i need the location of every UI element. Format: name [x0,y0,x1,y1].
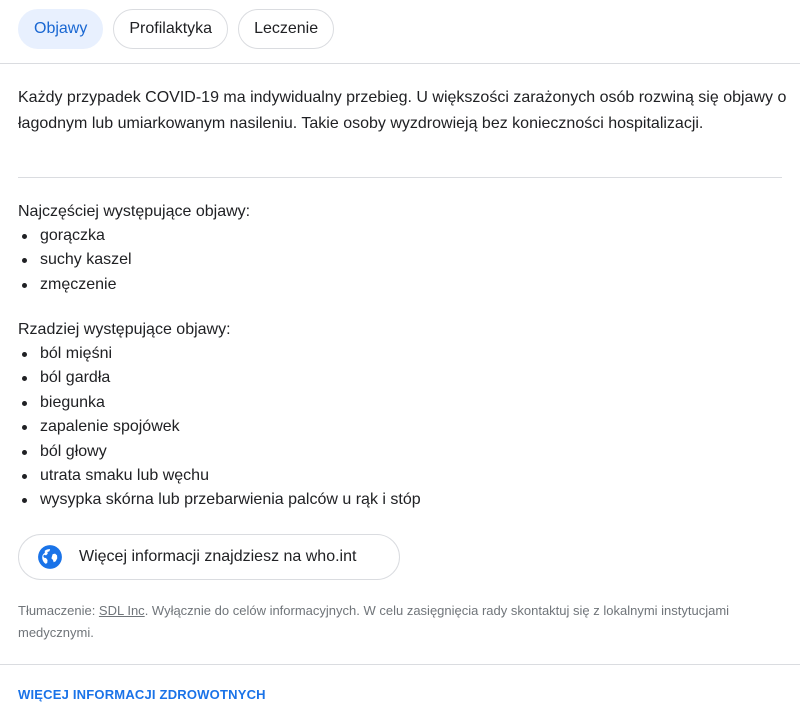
rare-symptoms [18,318,421,513]
list-item: ból gardła [18,366,421,390]
list-item: ból głowy [18,440,421,464]
list-item: utrata smaku lub węchu [18,464,421,488]
more-health-info-link[interactable]: WIĘCEJ INFORMACJI ZDROWOTNYCH [18,687,266,702]
more-info-button[interactable] [18,534,400,580]
common-symptoms-heading: Najczęściej występujące objawy: [18,203,251,220]
tab-profilaktyka[interactable]: Profilaktyka [113,9,228,49]
list-item: suchy kaszel [18,248,250,272]
list-item: ból mięśni [18,342,421,366]
common-symptoms-list [18,224,250,297]
rare-symptoms-list [18,342,421,513]
intro-text: Każdy przypadek COVID-19 ma indywidualny przebieg. U większości zarażonych osób rozwiną się objawy o łagodnym lub umiarkowanym nasileniu. Takie osoby wyzdrowieją bez konieczności hospitalizacji. [18,89,787,132]
globe-icon [37,544,63,570]
translation-suffix: . Wyłącznie do celów informacyjnych. W celu zasięgnięcia rady skontaktuj się z lokalnymi instytucjami medycznymi. [18,603,730,640]
divider-intro [18,177,782,178]
list-item: zmęczenie [18,273,250,297]
sdl-link[interactable]: SDL Inc [98,603,145,618]
tab-objawy[interactable]: Objawy [18,9,103,49]
common-symptoms [18,200,250,297]
translation-prefix: Tłumaczenie: [18,603,99,618]
divider-footer [0,664,800,665]
list-item: wysypka skórna lub przebarwienia palców u rąk i stóp [18,488,421,512]
list-item: gorączka [18,224,250,248]
divider-top [0,63,800,64]
list-item: biegunka [18,391,421,415]
symptom-tabs [18,9,344,49]
rare-symptoms-heading: Rzadziej występujące objawy: [18,321,231,338]
list-item: zapalenie spojówek [18,415,421,439]
tab-leczenie[interactable]: Leczenie [238,9,334,49]
translation-note [18,600,778,644]
more-info-label: Więcej informacji znajdziesz na who.int [79,548,357,565]
